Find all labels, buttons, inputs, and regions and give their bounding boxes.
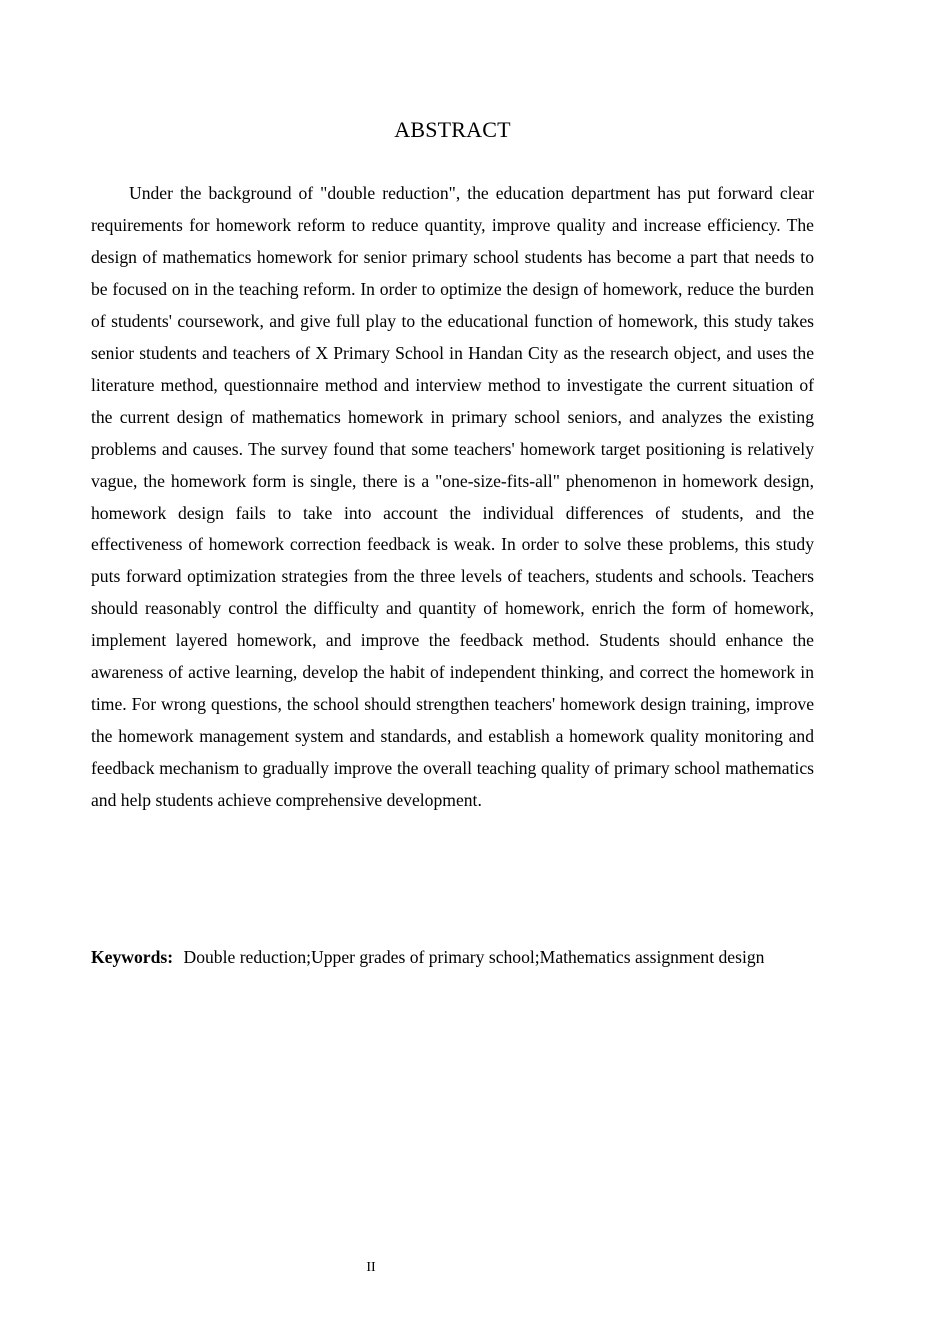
keywords-label: Keywords: [91, 947, 174, 967]
keywords-line [91, 942, 791, 973]
keywords-value: Double reduction;Upper grades of primary school;Mathematics assignment design [183, 947, 765, 967]
page-number: II [366, 1260, 376, 1275]
abstract-body: Under the background of "double reduction", the education department has put forward clear requirements for homework reform to reduce quantity, improve quality and increase efficiency. The design of mathematics homework for senior primary school students has become a part that needs to be focused on in the teaching reform. In order to optimize the design of homework, reduce the burden of students' coursework, and give full play to the educational function of homework, this study takes senior students and teachers of X Primary School in Handan City as the research object, and uses the literature method, questionnaire method and interview method to investigate the current situation of the current design of mathematics homework in primary school seniors, and analyzes the existing problems and causes. The survey found that some teachers' homework target positioning is relatively vague, the homework form is single, there is a "one-size-fits-all" phenomenon in homework design, homework design fails to take into account the individual differences of students, and the effectiveness of homework correction feedback is weak. In order to solve these problems, this study puts forward optimization strategies from the three levels of teachers, students and schools. Teachers should reasonably control the difficulty and quantity of homework, enrich the form of homework, implement layered homework, and improve the feedback method. Students should enhance the awareness of active learning, develop the habit of independent thinking, and correct the homework in time. For wrong questions, the school should strengthen teachers' homework design training, improve the homework management system and standards, and establish a homework quality monitoring and feedback mechanism to gradually improve the overall teaching quality of primary school mathematics and help students achieve comprehensive development. [91, 183, 814, 811]
abstract-title: ABSTRACT [394, 117, 511, 142]
